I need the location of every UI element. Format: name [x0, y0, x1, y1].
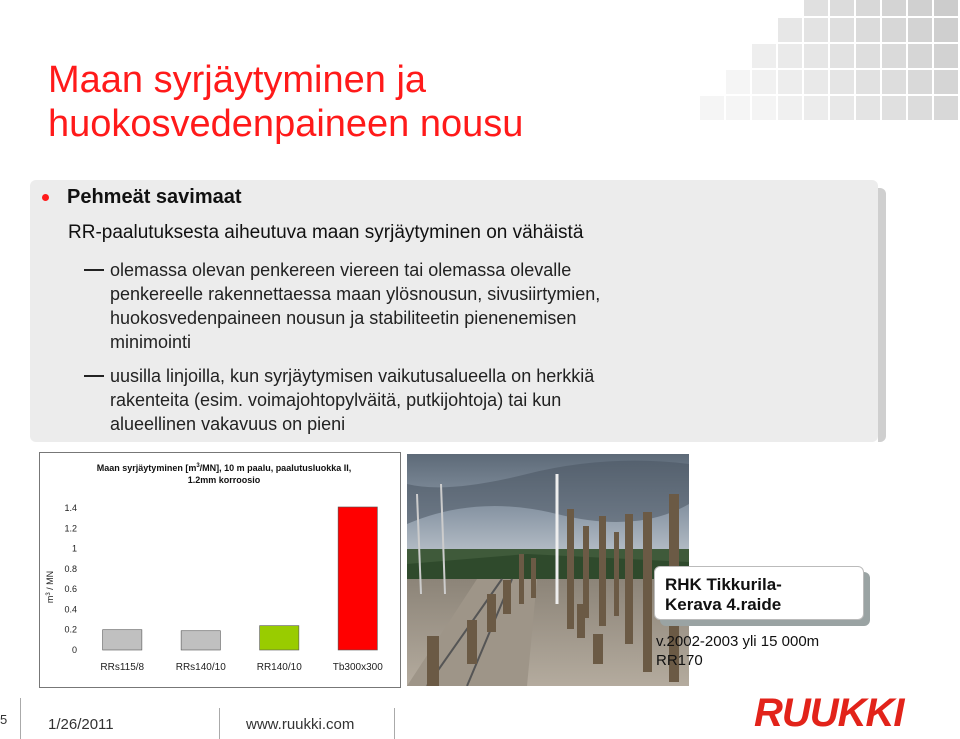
dash-item-2-line-3: alueellinen vakavuus on pieni [110, 414, 346, 434]
dash-item-1-line-2: penkereelle rakennettaessa maan ylösnousun, sivusiirtymien, [110, 284, 601, 304]
dash-item-1-line-3: huokosvedenpaineen nousun ja stabiliteetin pienenemisen [110, 308, 577, 328]
decorative-square [856, 44, 880, 68]
decorative-square [752, 96, 776, 120]
decorative-square [882, 18, 906, 42]
decorative-square [856, 70, 880, 94]
decorative-square [908, 44, 932, 68]
dash-item-2-line-1: uusilla linjoilla, kun syrjäytymisen vaikutusalueella on herkkiä [110, 366, 595, 386]
y-tick-label: 1.4 [64, 503, 77, 513]
page-number: 5 [0, 712, 8, 727]
chart-title-line-2: 1.2mm korroosio [187, 475, 261, 485]
ruukki-logo [752, 692, 942, 732]
decorative-square [778, 44, 802, 68]
bullet-dot-icon [42, 194, 49, 201]
railway-photo [407, 454, 689, 686]
decorative-square [882, 70, 906, 94]
bar-rrs140-10 [181, 631, 220, 650]
info-line-2: RR170 [656, 652, 703, 669]
x-tick-label: RRs140/10 [175, 662, 226, 673]
dash-item-1-line-4: minimointi [110, 332, 192, 352]
decorative-square [804, 18, 828, 42]
y-tick-label: 0.8 [64, 563, 77, 574]
decorative-square [934, 0, 958, 16]
footer-divider [394, 708, 395, 739]
bar-chart [39, 452, 401, 688]
y-tick-label: 0 [71, 645, 77, 655]
chart-title-part-1: Maan syrjäytyminen [m [96, 463, 197, 473]
title-line-2: huokosvedenpaineen nousu [48, 103, 524, 145]
decorative-square [778, 18, 802, 42]
y-tick-label: 1.2 [64, 523, 77, 534]
decorative-square [830, 18, 854, 42]
decorative-square [934, 70, 958, 94]
y-axis-label: $m^3$ / MN [45, 570, 55, 604]
decorative-square [752, 70, 776, 94]
decorative-square [752, 44, 776, 68]
ruukki-logo-text: RUUKKI [754, 692, 904, 732]
chart-title-part-2: /MN], 10 m paalu, paalutusluokka II, [199, 463, 352, 473]
decorative-square [804, 0, 828, 16]
footer-divider [20, 698, 21, 739]
x-tick-label: RRs115/8 [100, 662, 145, 673]
railway-photo-illustration [407, 454, 689, 686]
footer-url: www.ruukki.com [246, 716, 355, 733]
slide-title [48, 58, 748, 146]
decorative-square [934, 44, 958, 68]
y-tick-label: 0.4 [64, 604, 77, 615]
decorative-square [882, 44, 906, 68]
decorative-square [830, 96, 854, 120]
decorative-square [778, 96, 802, 120]
sub-heading: RR-paalutuksesta aiheutuva maan syrjäytyminen on vähäistä [68, 222, 584, 243]
decorative-square [830, 0, 854, 16]
x-tick-label: RR140/10 [256, 662, 302, 673]
bar-rrs115-8 [103, 630, 142, 650]
decorative-square [856, 0, 880, 16]
decorative-square [934, 96, 958, 120]
dash-item-2 [84, 364, 724, 436]
decorative-square [804, 96, 828, 120]
decorative-square [908, 18, 932, 42]
chart-title-sup: 3 [196, 463, 200, 469]
decorative-square [856, 18, 880, 42]
project-info [656, 632, 819, 670]
y-tick-label: 0.6 [64, 584, 77, 595]
decorative-square [908, 0, 932, 16]
callout-line-1: RHK Tikkurila- [665, 575, 782, 594]
decorative-square [934, 18, 958, 42]
y-tick-label: 0.2 [64, 624, 77, 635]
location-callout [654, 566, 864, 620]
dash-item-2-line-2: rakenteita (esim. voimajohtopylväitä, putkijohtoja) tai kun [110, 390, 562, 410]
dash-item-1 [84, 258, 724, 354]
bar-rr140-10 [260, 626, 299, 650]
title-line-1: Maan syrjäytyminen ja [48, 59, 427, 101]
decorative-square [830, 44, 854, 68]
decorative-square [908, 96, 932, 120]
bullet-text: Pehmeät savimaat [67, 186, 242, 208]
decorative-square [804, 70, 828, 94]
decorative-square [882, 0, 906, 16]
x-tick-label: Tb300x300 [332, 662, 383, 673]
y-tick-label: 1 [71, 543, 77, 554]
bar-tb300x300 [338, 507, 377, 650]
footer-date: 1/26/2011 [48, 716, 114, 733]
decorative-square [830, 70, 854, 94]
decorative-square [856, 96, 880, 120]
decorative-square [882, 96, 906, 120]
decorative-square [804, 44, 828, 68]
callout-line-2: Kerava 4.raide [665, 595, 782, 614]
footer-divider [219, 708, 220, 739]
dash-item-1-line-1: olemassa olevan penkereen viereen tai olemassa olevalle [110, 260, 572, 280]
bullet-heading [42, 186, 242, 209]
decorative-square [778, 70, 802, 94]
info-line-1: v.2002-2003 yli 15 000m [656, 633, 820, 650]
decorative-square [908, 70, 932, 94]
